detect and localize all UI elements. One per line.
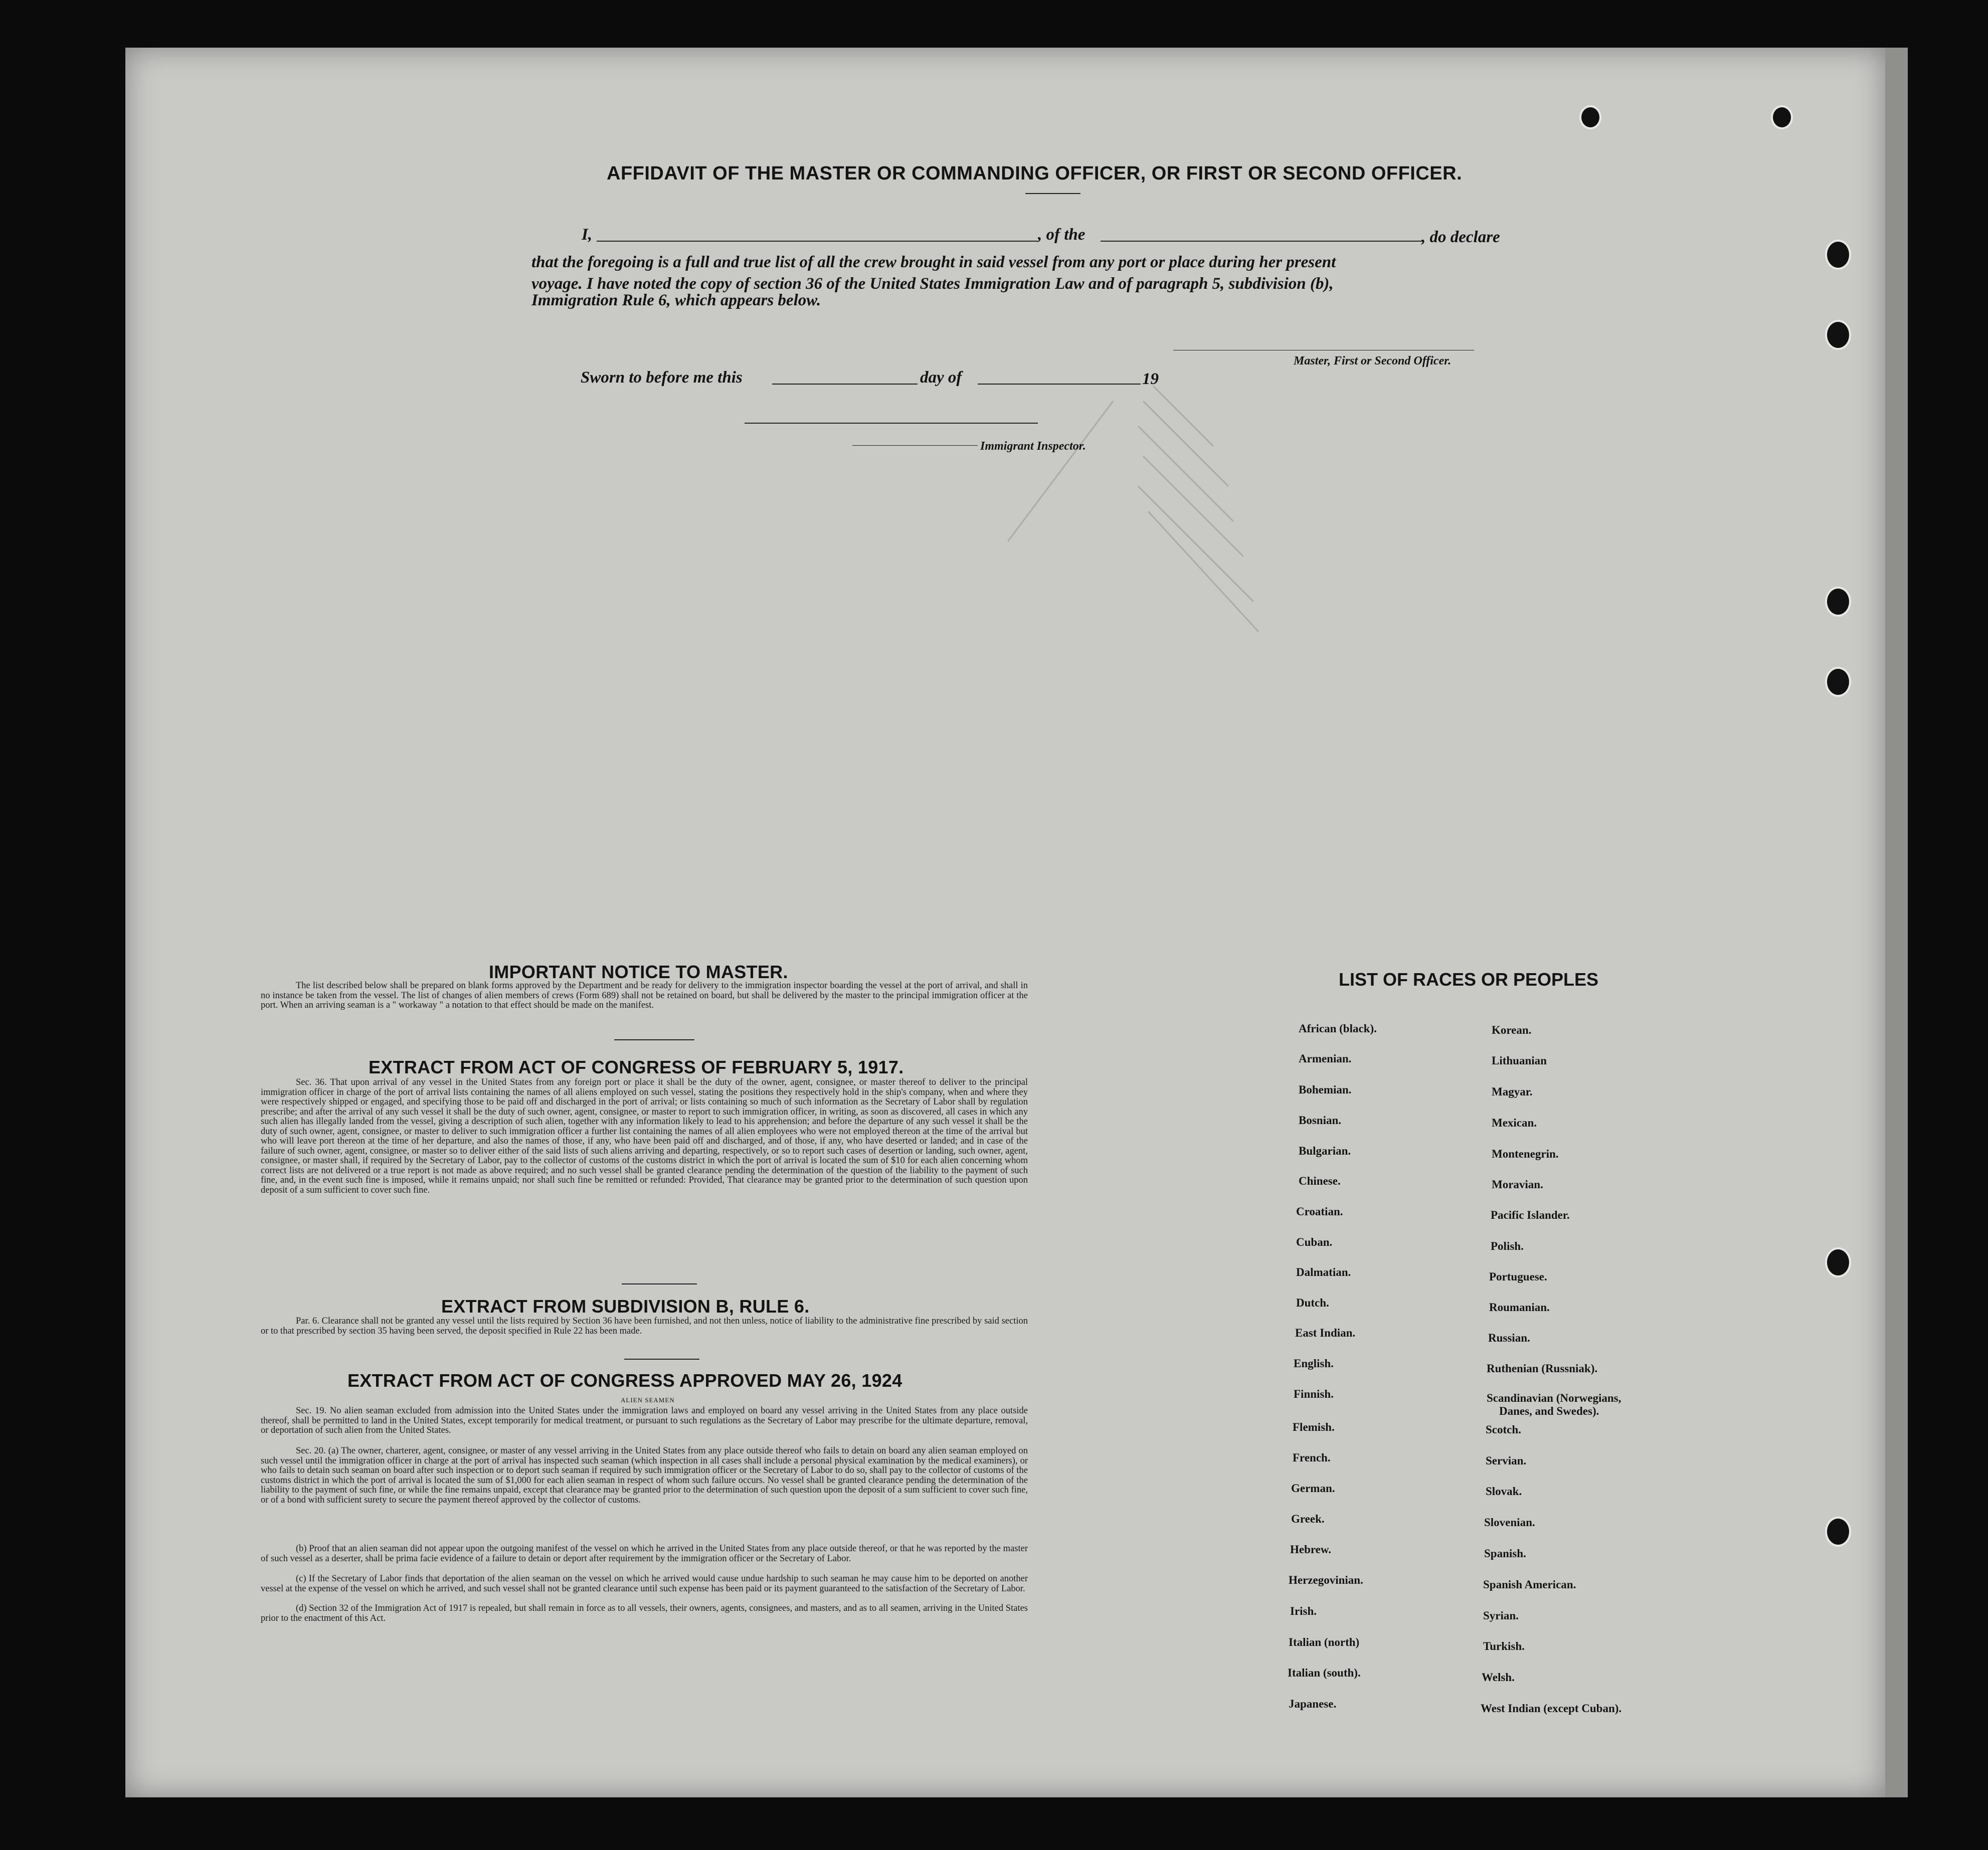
sworn-day-blank[interactable] <box>772 384 918 385</box>
extract-1924-sec20d: (d) Section 32 of the Immigration Act of 1917 is repealed, but shall remain in force as to all vessels, their owners, agents, consignees, and masters, and as to all seamen, arriving in the United States prior to the enactment of this Act. <box>261 1603 1028 1623</box>
extract-1924-subtitle: ALIEN SEAMEN <box>621 1396 675 1404</box>
race-right: Slovenian. <box>1484 1516 1535 1529</box>
affidavit-i: I, <box>582 226 593 244</box>
binder-hole <box>1579 105 1601 129</box>
extract-1924-sec20b: (b) Proof that an alien seaman did not appear upon the outgoing manifest of the vessel on which he arrived in the United States from any place outside thereof, or that he was reported by the master of such vessel as a deserter, shall be prima facie evidence of a failure to detain or deport after requirement by the immigration officer or the Secretary of Labor. <box>261 1544 1028 1564</box>
bleed-through <box>386 133 396 162</box>
day-of-text: day of <box>920 368 962 387</box>
page-edge <box>1885 48 1908 1797</box>
title-underline <box>1025 193 1080 194</box>
binder-hole <box>1825 667 1851 697</box>
notice-text: The list described below shall be prepared on blank forms approved by the Department and be ready for delivery to the immigration inspector boarding the vessel at the port of arrival, and shall in no instance be taken from the vessel. The list of changes of alien members of crews (Form 689) shall not be retained on board, but shall be delivered by the master to the principal immigration officer at the port. When an arriving seaman is a " workaway " a notation to that effect should be made on the manifest. <box>261 981 1028 1010</box>
race-right: Moravian. <box>1492 1178 1543 1191</box>
sworn-text: Sworn to before me this <box>581 368 743 387</box>
race-left: Dutch. <box>1296 1297 1329 1309</box>
affidavit-line-3: voyage. I have noted the copy of section 36 of the United States Immigration Law and of paragraph 5, subdivision (b), <box>531 275 1334 293</box>
binder-hole <box>1825 587 1851 617</box>
race-right-continued: Danes, and Swedes). <box>1499 1405 1599 1417</box>
divider <box>614 1039 694 1040</box>
race-left: African (black). <box>1299 1022 1377 1035</box>
race-right: Ruthenian (Russniak). <box>1487 1362 1598 1375</box>
race-left: East Indian. <box>1295 1327 1356 1339</box>
document-page <box>125 48 1885 1797</box>
race-left: Chinese. <box>1299 1175 1341 1187</box>
race-left: Italian (south). <box>1288 1667 1361 1679</box>
races-title: LIST OF RACES OR PEOPLES <box>1339 969 1599 990</box>
divider <box>622 1283 697 1284</box>
race-left: Japanese. <box>1289 1698 1337 1710</box>
race-left: Herzegovinian. <box>1289 1574 1363 1586</box>
race-right: Servian. <box>1486 1454 1527 1467</box>
race-left: Greek. <box>1291 1513 1325 1525</box>
race-left: Dalmatian. <box>1296 1266 1351 1278</box>
race-right: West Indian (except Cuban). <box>1481 1702 1622 1715</box>
race-left: Bosnian. <box>1299 1114 1342 1127</box>
extract-1917-title: EXTRACT FROM ACT OF CONGRESS OF FEBRUARY 5, 1917. <box>369 1057 904 1077</box>
race-right: Slovak. <box>1486 1485 1522 1498</box>
race-left: Irish. <box>1290 1605 1317 1617</box>
race-right: Spanish. <box>1484 1547 1526 1560</box>
race-left: French. <box>1293 1451 1331 1464</box>
master-signature-label: Master, First or Second Officer. <box>1294 354 1452 367</box>
race-right: Lithuanian <box>1492 1054 1547 1067</box>
race-left: Cuban. <box>1296 1236 1333 1248</box>
name-blank[interactable] <box>597 241 1038 242</box>
race-right: Welsh. <box>1482 1671 1515 1684</box>
race-left: Bulgarian. <box>1299 1145 1351 1157</box>
binder-hole <box>1825 1517 1851 1547</box>
race-left: Bohemian. <box>1299 1083 1352 1096</box>
affidavit-title: AFFIDAVIT OF THE MASTER OR COMMANDING OFFICER, OR FIRST OR SECOND OFFICER. <box>607 163 1463 184</box>
extract-1917-text: Sec. 36. That upon arrival of any vessel in the United States from any foreign port or place it shall be the duty of the owner, agent, consignee, or master thereof to deliver to the principal immigration officer in charge of the port of arrival lists containing the names of all aliens employed on such vessel, stating the positions they respectively hold in the ship's company, when and where they were respectively shipped or engaged, and specifying those to be paid off and discharged in the port of arrival; or lists containing so much of such information as the Secretary of Labor shall by regulation prescribe; and after the arrival of any such vessel it shall be the duty of such owner, agent, consignee, or master to report to such immigration officer, in writing, as soon as discovered, all cases in which any such alien has illegally landed from the vessel, giving a description of such alien, together with any information likely to lead to his apprehension; and before the departure of any such vessel it shall be the duty of such owner, agent, consignee, or master to deliver to such immigration officer a further list containing the names of all alien employees who were not employed thereon at the time of the arrival but who will leave port thereon at the time of her departure, and also the names of those, if any, who have been paid off and discharged, and of those, if any, who have deserted or landed; and in case of the failure of such owner, agent, consignee, or master so to deliver either of the said lists of such aliens arriving and departing, respectively, or so to report such cases of desertion or landing, such owner, agent, consignee, or master shall, if required by the Secretary of Labor, pay to the collector of customs of the customs district in which the port of arrival is located the sum of $10 for each alien concerning whom correct lists are not delivered or a true report is not made as above required; and no such vessel shall be granted clearance pending the determination of the question of the liability to the payment of such fine, and, in the event such fine is imposed, while it remains unpaid; nor shall such fine be remitted or refunded: Provided, That clearance may be granted prior to the determination of such question upon deposit of a sum sufficient to cover such fine. <box>261 1077 1028 1195</box>
binder-hole <box>1771 105 1793 129</box>
affidavit-declare: , do declare <box>1421 228 1500 246</box>
extract-1924-title: EXTRACT FROM ACT OF CONGRESS APPROVED MAY 26, 1924 <box>347 1370 902 1391</box>
inspector-signature-line-2[interactable] <box>852 445 978 446</box>
race-right: Montenegrin. <box>1492 1148 1559 1160</box>
affidavit-line-2: that the foregoing is a full and true list of all the crew brought in said vessel from any port or place during her present <box>531 253 1336 271</box>
divider <box>624 1359 699 1360</box>
extract-1924-sec20c: (c) If the Secretary of Labor finds that deportation of the alien seaman on the vessel on which he arrived would cause undue hardship to such seaman he may cause him to be deported on another vessel at the expense of the vessel on which he arrived, and such vessel shall not be granted clearance until such expense has been paid or its payment guaranteed to the satisfaction of the Secretary of Labor. <box>261 1574 1028 1594</box>
binder-hole <box>1825 240 1851 270</box>
affidavit-of-the: , of the <box>1038 226 1086 244</box>
race-left: Hebrew. <box>1290 1543 1331 1556</box>
race-left: Armenian. <box>1299 1052 1352 1065</box>
race-left: Croatian. <box>1296 1205 1343 1218</box>
race-right: Portuguese. <box>1489 1270 1547 1283</box>
notice-title: IMPORTANT NOTICE TO MASTER. <box>489 962 788 982</box>
binder-hole <box>1825 1247 1851 1277</box>
vessel-blank[interactable] <box>1101 241 1421 242</box>
race-right: Spanish American. <box>1483 1578 1576 1591</box>
race-right: Korean. <box>1492 1024 1532 1036</box>
handwriting-strokes <box>993 371 1344 722</box>
extract-1924-sec19: Sec. 19. No alien seaman excluded from admission into the United States under the immigration laws and employed on board any vessel arriving in the United States from any place outside thereof, shall be permitted to land in the United States, except temporarily for medical treatment, or pursuant to such regulations as the Secretary of Labor may prescribe for the ultimate departure, removal, or deportation of such alien from the United States. <box>261 1406 1028 1435</box>
race-right: Mexican. <box>1492 1117 1537 1129</box>
binder-hole <box>1825 320 1851 350</box>
race-right: Pacific Islander. <box>1491 1209 1570 1221</box>
inspector-label: Immigrant Inspector. <box>980 440 1086 453</box>
extract-1924-sec20a: Sec. 20. (a) The owner, charterer, agent, consignee, or master of any vessel arriving in the United States from any place outside thereof who fails to detain on board any alien seaman employed on such vessel until the immigration officer in charge at the port of arrival has inspected such seaman (which inspection in all cases shall include a personal physical examination by the medical examiners), or who fails to detain such seaman on board after such inspection or to deport such seaman if required by such immigration officer or the Secretary of Labor to do so, shall pay to the collector of customs of the customs district in which the port of arrival is located the sum of $1,000 for each alien seaman in respect of whom such failure occurs. No vessel shall be granted clearance pending the determination of the liability to the payment of such fine, or while the fine remains unpaid, except that clearance may be granted prior to the determination of such question upon the deposit of a sum sufficient to cover such fine, or of a bond with sufficient surety to secure the payment thereof approved by the collector of customs. <box>261 1446 1028 1505</box>
race-right: Russian. <box>1488 1332 1530 1344</box>
race-right: Magyar. <box>1492 1085 1533 1098</box>
extract-rule6-title: EXTRACT FROM SUBDIVISION B, RULE 6. <box>441 1296 810 1317</box>
race-right: Roumanian. <box>1489 1301 1550 1314</box>
race-left: German. <box>1291 1482 1335 1495</box>
race-right: Turkish. <box>1483 1640 1525 1652</box>
race-left: Finnish. <box>1294 1388 1334 1400</box>
race-right: Scandinavian (Norwegians, <box>1487 1392 1621 1404</box>
race-left: Italian (north) <box>1289 1636 1360 1648</box>
race-right: Polish. <box>1491 1240 1524 1252</box>
race-left: Flemish. <box>1293 1421 1335 1433</box>
year-prefix: 19 <box>1142 370 1159 388</box>
race-right: Syrian. <box>1483 1609 1519 1622</box>
affidavit-line-4: Immigration Rule 6, which appears below. <box>531 291 821 309</box>
extract-rule6-text: Par. 6. Clearance shall not be granted any vessel until the lists required by Section 36 have been furnished, and not then unless, notice of liability to the administrative fine prescribed by said section or to that prescribed by section 35 having been served, the deposit specified in Rule 22 has been made. <box>261 1316 1028 1336</box>
race-left: English. <box>1294 1357 1334 1370</box>
race-right: Scotch. <box>1486 1423 1521 1436</box>
